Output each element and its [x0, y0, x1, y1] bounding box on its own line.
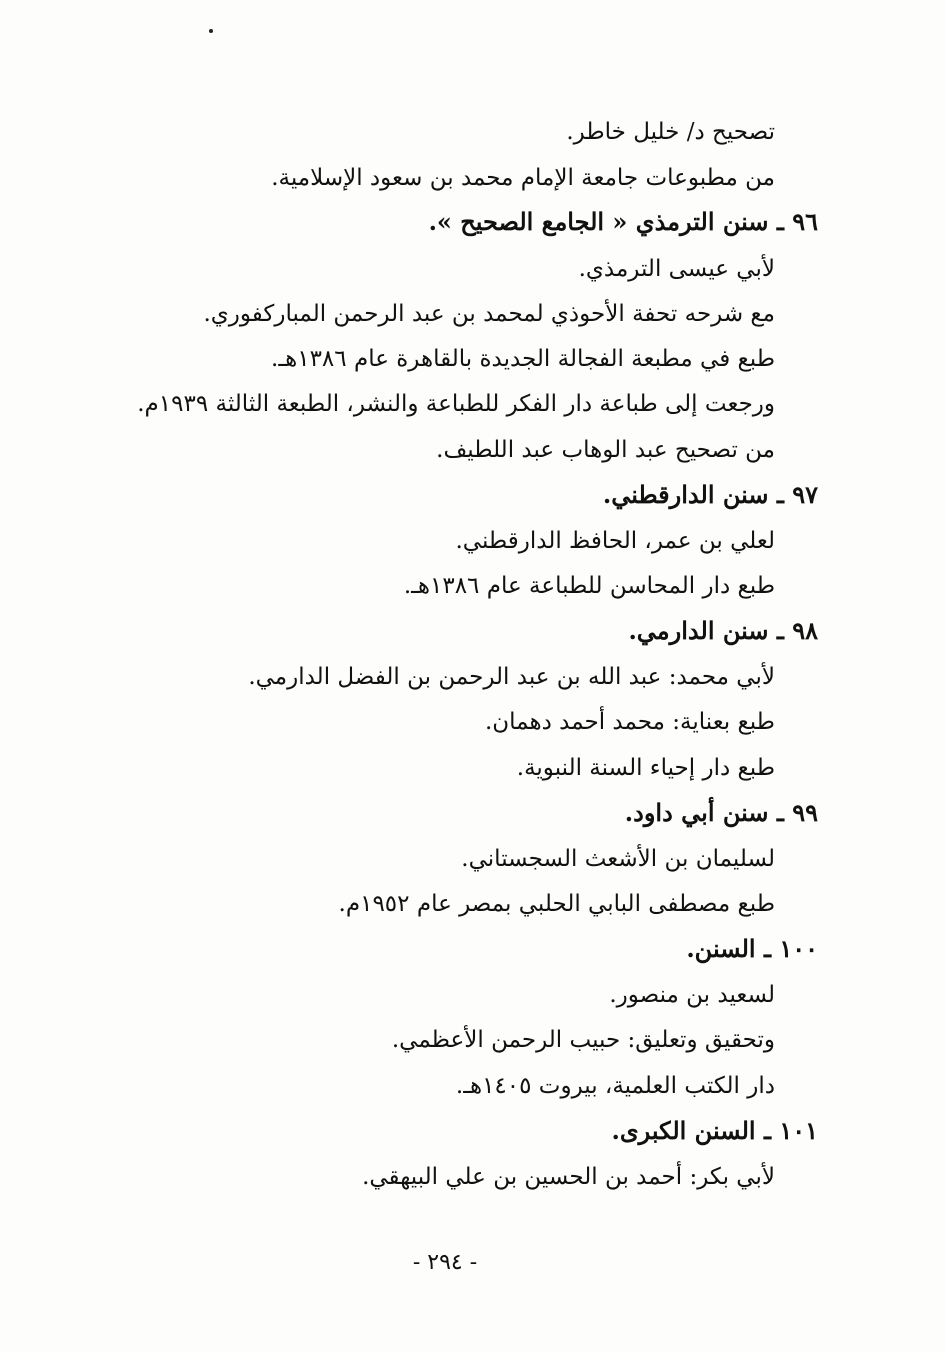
- entry-line: مع شرحه تحفة الأحوذي لمحمد بن عبد الرحمن المباركفوري.: [203, 301, 775, 327]
- entry-line: لسليمان بن الأشعث السجستاني.: [461, 846, 775, 872]
- entry-line: دار الكتب العلمية، بيروت ١٤٠٥هـ.: [455, 1073, 775, 1099]
- entry-heading: ٩٨ ـ سنن الدارمي.: [628, 616, 818, 645]
- entry-line: لسعيد بن منصور.: [609, 982, 775, 1008]
- entry-line: لعلي بن عمر، الحافظ الدارقطني.: [455, 528, 775, 554]
- entry-heading: ٩٧ ـ سنن الدارقطني.: [602, 480, 818, 509]
- entry-heading: ٩٩ ـ سنن أبي داود.: [624, 798, 818, 827]
- entry-line: طبع مصطفى البابي الحلبي بمصر عام ١٩٥٢م.: [338, 891, 775, 917]
- entry-line: طبع دار إحياء السنة النبوية.: [516, 755, 775, 781]
- entry-line: تصحيح د/ خليل خاطر.: [566, 119, 775, 145]
- page-number: - ٢٩٤ -: [412, 1250, 478, 1275]
- entry-line: من تصحيح عبد الوهاب عبد اللطيف.: [436, 437, 775, 463]
- entry-line: لأبي محمد: عبد الله بن عبد الرحمن بن الفضل الدارمي.: [248, 664, 775, 690]
- entry-line: لأبي عيسى الترمذي.: [578, 256, 775, 282]
- entry-line: ورجعت إلى طباعة دار الفكر للطباعة والنشر، الطبعة الثالثة ١٩٣٩م.: [137, 391, 775, 417]
- entry-heading: ١٠١ ـ السنن الكبرى.: [611, 1116, 818, 1145]
- entry-heading: ١٠٠ ـ السنن.: [686, 934, 818, 963]
- entry-heading: ٩٦ ـ سنن الترمذي « الجامع الصحيح ».: [428, 207, 818, 236]
- entry-line: لأبي بكر: أحمد بن الحسين بن علي البيهقي.: [362, 1164, 775, 1190]
- entry-line: من مطبوعات جامعة الإمام محمد بن سعود الإسلامية.: [271, 165, 775, 191]
- entry-line: طبع دار المحاسن للطباعة عام ١٣٨٦هـ.: [403, 573, 775, 599]
- scan-speck: [209, 29, 213, 33]
- entry-line: طبع بعناية: محمد أحمد دهمان.: [484, 709, 775, 735]
- entry-line: وتحقيق وتعليق: حبيب الرحمن الأعظمي.: [391, 1027, 775, 1053]
- entry-line: طبع في مطبعة الفجالة الجديدة بالقاهرة عام ١٣٨٦هـ.: [271, 346, 775, 372]
